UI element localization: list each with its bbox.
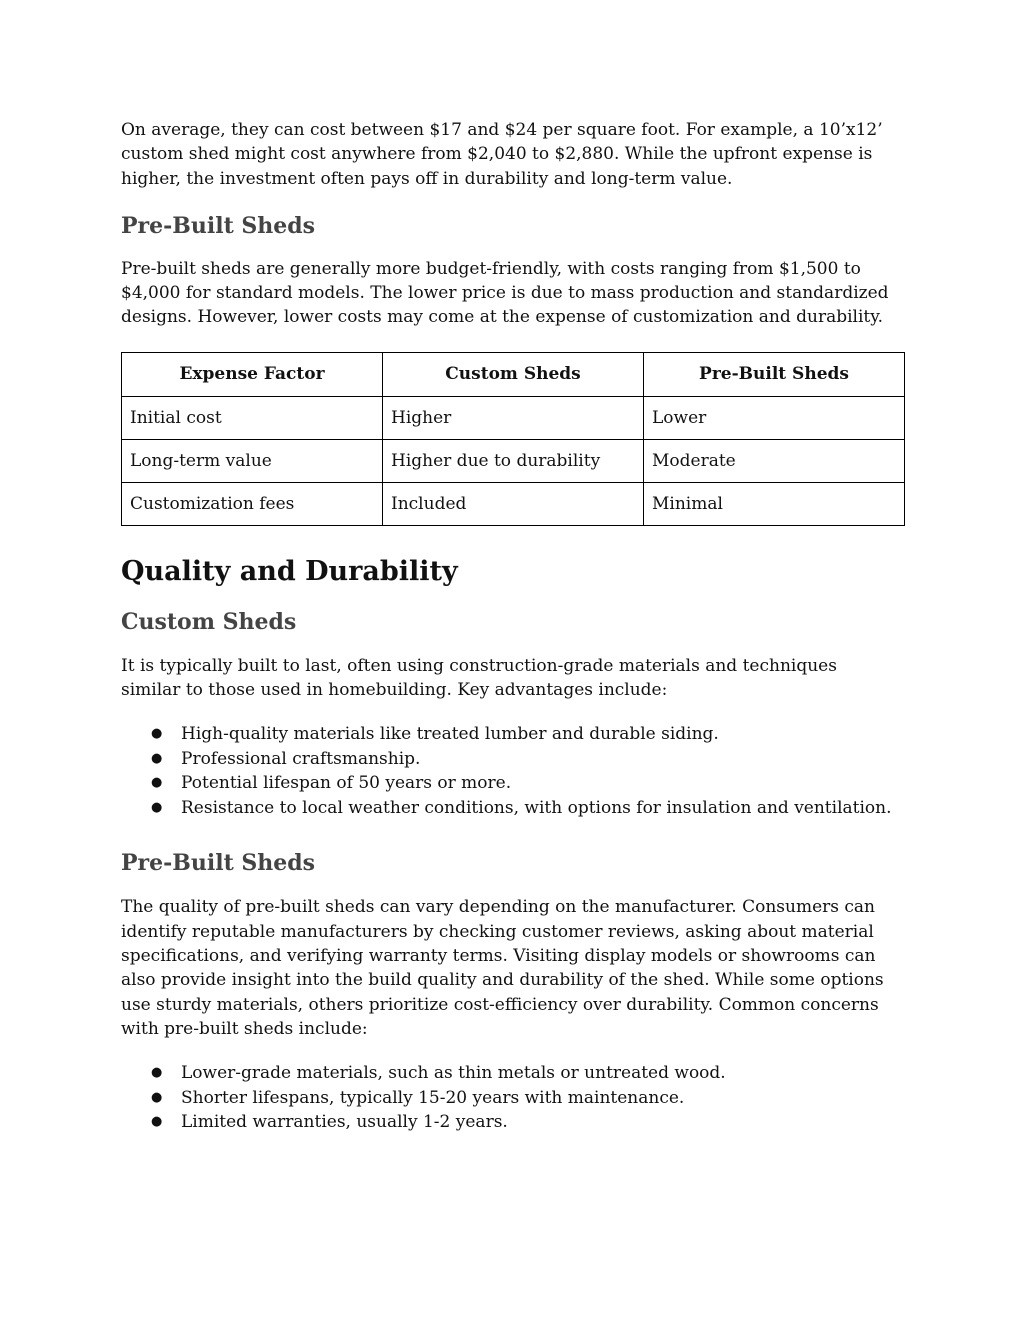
table-row xyxy=(122,482,905,525)
bullet-icon: ● xyxy=(151,775,163,791)
table-cell: Moderate xyxy=(644,439,905,482)
list-item-text: High-quality materials like treated lumber and durable siding. xyxy=(181,724,719,745)
prebuilt-concerns-list xyxy=(121,1061,905,1135)
bullet-icon: ● xyxy=(151,1065,163,1081)
quality-prebuilt-heading: Pre-Built Sheds xyxy=(121,850,316,877)
table-row xyxy=(122,396,905,439)
list-item xyxy=(121,1086,905,1111)
table-row xyxy=(122,439,905,482)
bullet-icon: ● xyxy=(151,799,163,815)
quality-custom-paragraph: It is typically built to last, often using construction-grade materials and techniques similar to those used in homebuilding. Key advantages include: xyxy=(121,655,837,701)
bullet-icon: ● xyxy=(151,750,163,766)
list-item xyxy=(121,1110,905,1135)
bullet-icon: ● xyxy=(151,1114,163,1130)
table-cell: Initial cost xyxy=(122,396,383,439)
list-item-text: Professional craftsmanship. xyxy=(181,748,421,769)
table-header-cell: Pre-Built Sheds xyxy=(644,352,905,396)
list-item-text: Resistance to local weather conditions, with options for insulation and ventilation. xyxy=(181,797,892,818)
quality-prebuilt-paragraph: The quality of pre-built sheds can vary depending on the manufacturer. Consumers can identify reputable manufacturers by checking customer reviews, asking about material specifications, and verifying warranty terms. Visiting display models or showrooms can also provide insight into the build quality and durability of the shed. While some options use sturdy materials, others prioritize cost-efficiency over durability. Common concerns with pre-built sheds include: xyxy=(121,897,884,1039)
intro-paragraph: On average, they can cost between $17 and $24 per square foot. For example, a 10’x12’ custom shed might cost anywhere from $2,040 to $2,880. While the upfront expense is higher, the investment often pays off in durability and long-term value. xyxy=(121,120,883,189)
list-item xyxy=(121,1061,905,1086)
list-item xyxy=(121,771,905,796)
table-cell: Long-term value xyxy=(122,439,383,482)
list-item-text: Shorter lifespans, typically 15-20 years with maintenance. xyxy=(181,1087,685,1108)
custom-advantages-list xyxy=(121,722,905,820)
table-cell: Customization fees xyxy=(122,482,383,525)
quality-custom-heading: Custom Sheds xyxy=(121,608,297,635)
document-page xyxy=(121,118,905,1135)
list-item-text: Limited warranties, usually 1-2 years. xyxy=(181,1112,508,1133)
cost-prebuilt-paragraph: Pre-built sheds are generally more budget-friendly, with costs ranging from $1,500 to $4,000 for standard models. The lower price is due to mass production and standardized designs. However, lower costs may come at the expense of customization and durability. xyxy=(121,258,889,328)
bullet-icon: ● xyxy=(151,1089,163,1105)
list-item xyxy=(121,796,905,821)
table-header-row xyxy=(122,352,905,396)
cost-prebuilt-heading: Pre-Built Sheds xyxy=(121,212,316,239)
table-cell: Minimal xyxy=(644,482,905,525)
expense-comparison-table xyxy=(121,352,905,526)
table-header-cell: Custom Sheds xyxy=(383,352,644,396)
table-cell: Included xyxy=(383,482,644,525)
list-item-text: Lower-grade materials, such as thin metals or untreated wood. xyxy=(181,1063,726,1084)
quality-heading: Quality and Durability xyxy=(121,555,458,587)
table-cell: Higher due to durability xyxy=(383,439,644,482)
list-item-text: Potential lifespan of 50 years or more. xyxy=(181,773,512,794)
list-item xyxy=(121,722,905,747)
table-header-cell: Expense Factor xyxy=(122,352,383,396)
table-cell: Higher xyxy=(383,396,644,439)
table-cell: Lower xyxy=(644,396,905,439)
list-item xyxy=(121,747,905,772)
bullet-icon: ● xyxy=(151,726,163,742)
